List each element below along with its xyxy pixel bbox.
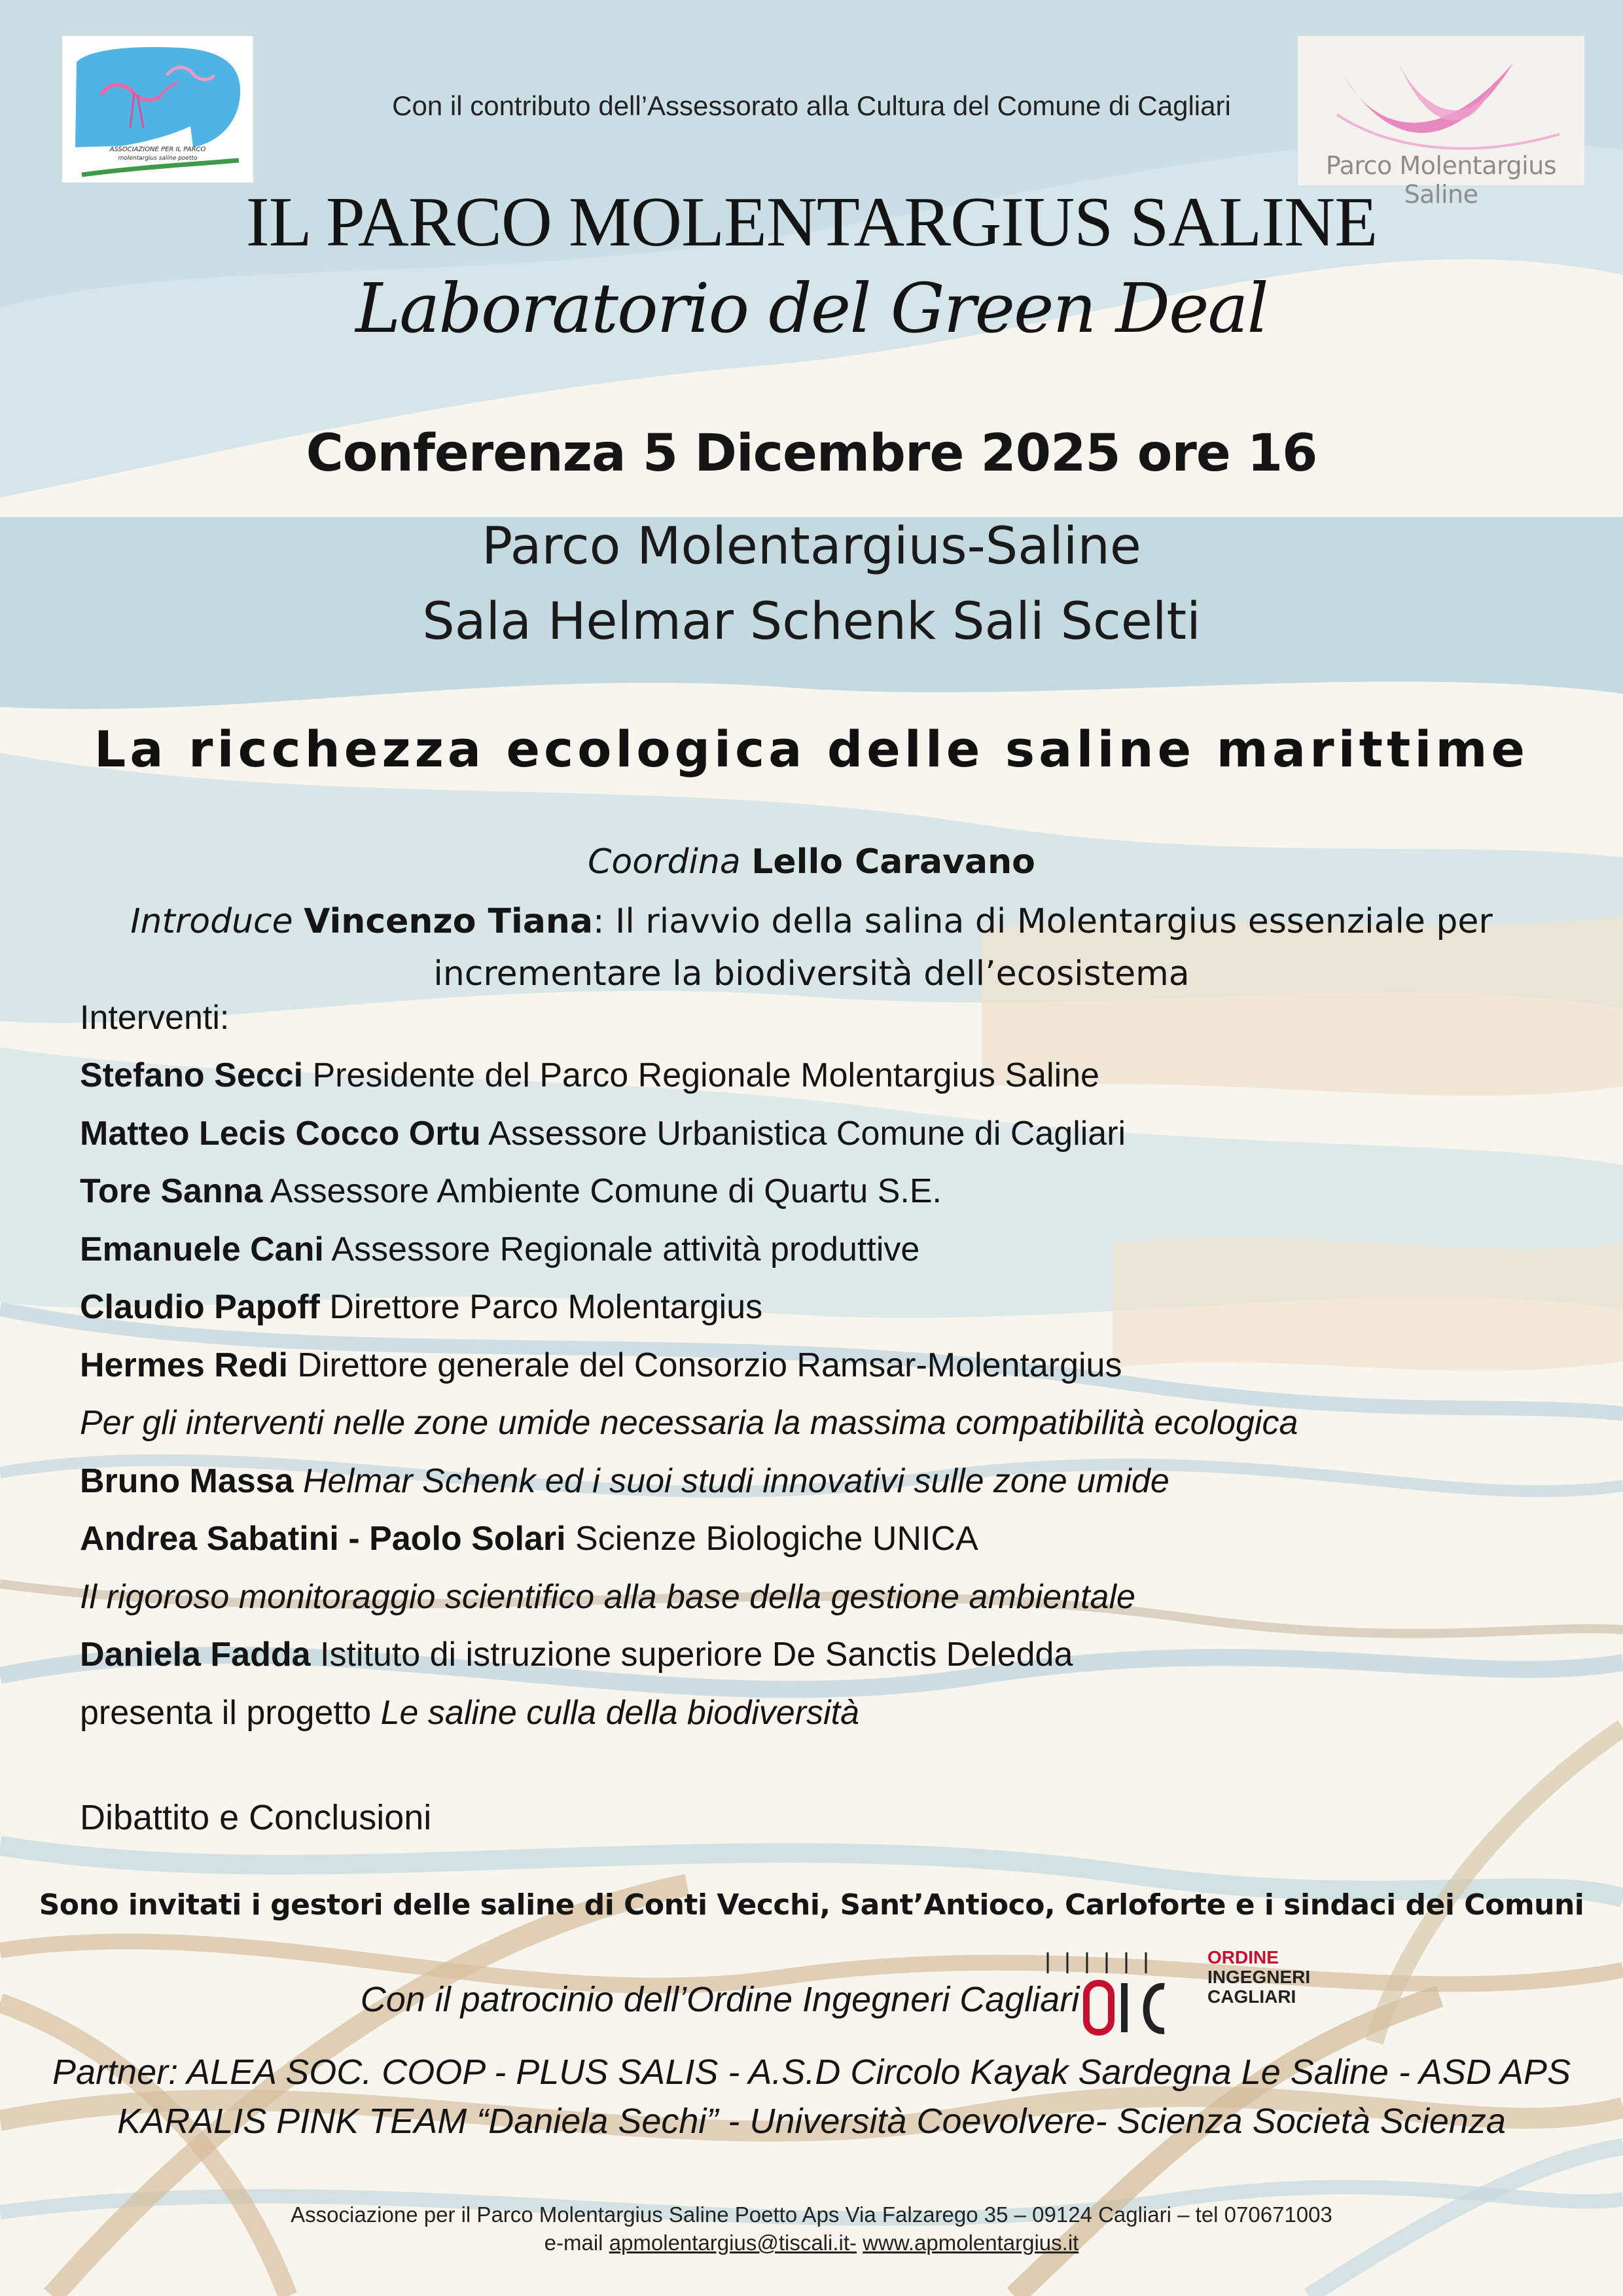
talk-title: Le saline culla della biodiversità xyxy=(380,1694,859,1732)
speaker-role: presenta il progetto xyxy=(80,1694,381,1732)
main-title: IL PARCO MOLENTARGIUS SALINE xyxy=(245,183,1378,261)
speaker-name: Matteo Lecis Cocco Ortu xyxy=(80,1115,481,1153)
speaker-row xyxy=(80,1114,1126,1153)
footer-contacts xyxy=(0,2231,1623,2255)
partners-line-1: Partner: ALEA SOC. COOP - PLUS SALIS - A.S.D Circolo Kayak Sardegna Le Saline - ASD APS xyxy=(52,2053,1571,2092)
speaker-name: Bruno Massa xyxy=(80,1462,294,1500)
speaker-name: Stefano Secci xyxy=(80,1056,304,1094)
speaker-row xyxy=(80,1635,1073,1674)
patronage-line: Con il patrocinio dell’Ordine Ingegneri Cagliari xyxy=(360,1980,1080,2019)
speaker-role: Scienze Biologiche UNICA xyxy=(565,1520,978,1558)
coordination-line xyxy=(0,842,1623,882)
speaker-role: Istituto di istruzione superiore De Sanctis Deledda xyxy=(310,1636,1073,1674)
partners-line-2: KARALIS PINK TEAM “Daniela Sechi” - Università Coevolvere- Scienza Società Scienza xyxy=(117,2102,1506,2141)
speaker-role: Direttore generale del Consorzio Ramsar-Molentargius xyxy=(287,1346,1122,1384)
oic-logo xyxy=(1044,1947,1325,2039)
speaker-name: Tore Sanna xyxy=(80,1172,263,1210)
speaker-row xyxy=(80,1346,1122,1385)
park-logo-caption: Parco Molentargius Saline xyxy=(1325,151,1557,209)
venue-line-1: Parco Molentargius-Saline xyxy=(482,517,1141,576)
invited-line: Sono invitati i gestori delle saline di Conti Vecchi, Sant’Antioco, Carloforte e i sindaci dei Comuni xyxy=(39,1888,1584,1922)
introducer-name: Vincenzo Tiana xyxy=(304,902,594,941)
talk-title: Il rigoroso monitoraggio scientifico alla base della gestione ambientale xyxy=(80,1578,1135,1616)
speaker-row xyxy=(80,1287,762,1327)
speaker-name: Daniela Fadda xyxy=(80,1636,311,1674)
oic-line-1: ORDINE xyxy=(1207,1947,1279,1967)
speaker-role: Direttore Parco Molentargius xyxy=(319,1288,763,1326)
speaker-name: Claudio Papoff xyxy=(80,1288,320,1326)
speaker-row xyxy=(80,1172,942,1211)
speaker-name: Emanuele Cani xyxy=(80,1230,324,1268)
introduction-text: : Il riavvio della salina di Molentargius essenziale per incrementare la biodiversità dell’ecosistema xyxy=(433,902,1493,994)
association-logo-caption-2: molentargius saline poetto xyxy=(118,155,198,162)
oic-line-2: INGEGNERI xyxy=(1207,1967,1311,1987)
venue-line-2: Sala Helmar Schenk Sali Scelti xyxy=(422,592,1201,651)
conference-topic: La ricchezza ecologica delle saline marittime xyxy=(94,720,1529,778)
website-link[interactable]: www.apmolentargius.it xyxy=(863,2231,1079,2255)
contribution-line: Con il contributo dell’Assessorato alla Cultura del Comune di Cagliari xyxy=(392,90,1231,121)
coordination-label: Coordina xyxy=(588,842,741,882)
introduction-line xyxy=(39,895,1584,1000)
footer-address: Associazione per il Parco Molentargius Saline Poetto Aps Via Falzarego 35 – 09124 Cagliari – tel 070671003 xyxy=(291,2202,1332,2227)
speaker-role: Assessore Ambiente Comune di Quartu S.E. xyxy=(262,1172,942,1210)
talk-title: Helmar Schenk ed i suoi studi innovativi sulle zone umide xyxy=(293,1462,1169,1500)
speaker-row xyxy=(80,1519,978,1558)
introduction-label: Introduce xyxy=(130,902,293,941)
speaker-role: Presidente del Parco Regionale Molentargius Saline xyxy=(303,1056,1099,1094)
park-logo xyxy=(1298,36,1584,209)
association-logo-caption-1: ASSOCIAZIONE PER IL PARCO xyxy=(109,146,206,153)
subtitle: Laboratorio del Green Deal xyxy=(355,268,1268,348)
oic-line-3: CAGLIARI xyxy=(1207,1986,1296,2007)
speaker-name: Andrea Sabatini - Paolo Solari xyxy=(80,1520,566,1558)
talk-title-row xyxy=(80,1403,1298,1443)
coordinator-name: Lello Caravano xyxy=(751,842,1035,882)
interventions-label: Interventi: xyxy=(80,999,230,1037)
email-link[interactable]: apmolentargius@tiscali.it- xyxy=(609,2231,857,2255)
speaker-row xyxy=(80,1693,859,1732)
talk-title-row xyxy=(80,1577,1135,1617)
speaker-row xyxy=(80,1230,919,1269)
closing-line: Dibattito e Conclusioni xyxy=(80,1798,432,1837)
speaker-role: Assessore Urbanistica Comune di Cagliari xyxy=(480,1115,1126,1153)
speaker-row xyxy=(80,1056,1099,1095)
speaker-name: Hermes Redi xyxy=(80,1346,288,1384)
speaker-row xyxy=(80,1462,1169,1501)
email-label: e-mail xyxy=(544,2231,609,2255)
speaker-role: Assessore Regionale attività produttive xyxy=(323,1230,920,1268)
conference-date: Conferenza 5 Dicembre 2025 ore 16 xyxy=(306,424,1317,483)
talk-title: Per gli interventi nelle zone umide necessaria la massima compatibilità ecologica xyxy=(80,1404,1298,1442)
